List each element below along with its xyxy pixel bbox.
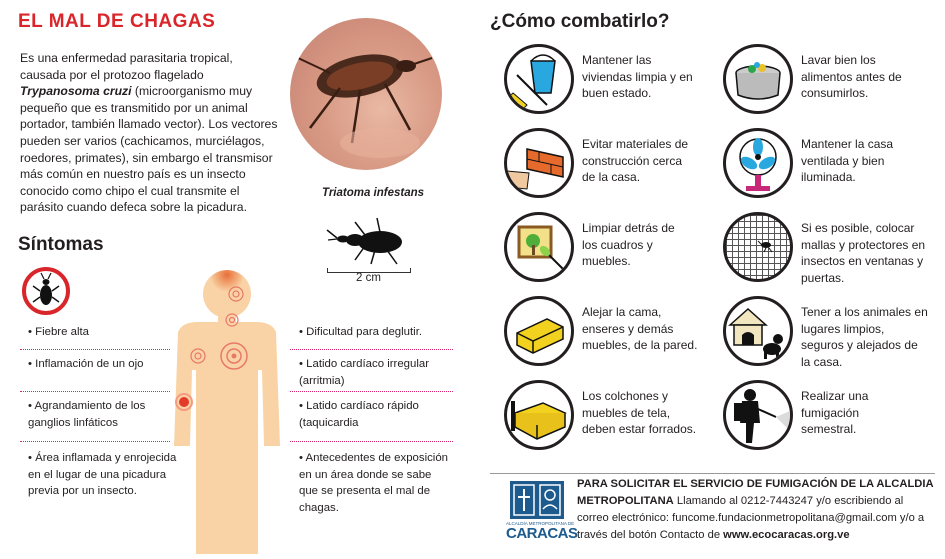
symptom-right-2: • Latido cardíaco irregular (arritmia) [299,358,429,387]
tip-icon-circle [723,296,793,366]
fumigator-icon [726,383,790,447]
fan-icon [726,131,790,195]
tip-text: Evitar materiales de construcción cerca de la casa. [582,137,689,185]
sofa-icon [507,299,571,363]
tip-text: Realizar una fumigación semestral. [801,389,869,437]
combat-heading: ¿Cómo combatirlo? [490,11,670,32]
mesh-icon [726,215,790,279]
insect-caption: Triatoma infestans [322,187,425,199]
divider [20,391,170,392]
tip-text: Si es posible, colocar mallas y protectores en insectos en ventanas y puertas. [801,221,926,285]
intro-text-1: Es una enfermedad parasitaria tropical, causada por el protozoo flagelado [20,51,233,82]
prohibited-bug-icon [21,266,71,316]
symptom-left-2: • Inflamación de un ojo [28,358,144,370]
logo-subtitle: ALCALDÍA METROPOLITANA DE [506,521,575,526]
scale-label: 2 cm [356,272,381,284]
bed-icon [507,383,571,447]
bowl-icon [726,47,790,111]
tip-icon-circle [504,128,574,198]
divider [20,349,170,350]
coat-of-arms-icon [510,481,564,519]
tip-text: Mantener las viviendas limpia y en buen estado. [582,53,693,101]
species-name: Trypanosoma cruzi [20,84,132,99]
picture-duster-icon [507,215,571,279]
tip-text: Mantener la casa ventilada y bien iluminada. [801,137,894,185]
tip-icon-circle [504,380,574,450]
symptoms-heading: Síntomas [18,234,104,255]
divider [290,349,453,350]
bug-silhouette-icon [325,210,415,270]
tip-text: Los colchones y muebles de tela, deben estar forrados. [582,389,697,437]
tip-icon-circle [504,212,574,282]
symptom-left-3: • Agrandamiento de los ganglios linfáticos [28,400,146,429]
footer-text [577,476,935,544]
divider [20,441,170,442]
tip-icon-circle [723,212,793,282]
bucket-broom-icon [507,47,571,111]
tip-icon-circle [723,380,793,450]
intro-text-2: (microorganismo muy pequeño que es transmitido por un animal portador, también llamado vector). Los vectores pueden ser varios (cachicamos, murciélagos, roedores, primates), sin embargo el transmisor más común en nuestro país es un insecto conocido como chipo el cual transmite el parásito cuando defeca sobre la picadura. [20,84,278,215]
logo-city: CARACAS [506,525,578,542]
intro-paragraph [20,50,282,216]
doghouse-icon [726,299,790,363]
footer-divider [490,473,935,474]
tip-icon-circle [504,296,574,366]
page-title: EL MAL DE CHAGAS [18,11,216,32]
tip-text: Limpiar detrás de los cuadros y muebles. [582,221,675,269]
human-figure [168,270,286,554]
tip-text: Alejar la cama, enseres y demás muebles, de la pared. [582,305,698,353]
kissing-bug-photo-icon [290,18,442,170]
tip-icon-circle [723,44,793,114]
tip-icon-circle [504,44,574,114]
symptom-right-4: • Antecedentes de exposición en un área donde se sabe que se presenta el mal de chagas. [299,452,449,514]
tip-text: Tener a los animales en lugares limpios, seguros y alejados de la casa. [801,305,928,369]
symptom-right-1: • Dificultad para deglutir. [299,326,423,338]
footer-bold-lead: PARA SOLICITAR EL SERVICIO DE FUMIGACIÓN DE LA ALCALDIA METROPOLITANA [577,478,934,507]
divider [290,391,453,392]
footer-body: Llamando al 0212-7443247 y/o escribiendo al correo electrónico: funcome.fundacionmetropolitana@gmail.com y/o a través del botón Contacto de [577,495,925,541]
symptom-right-3: • Latido cardíaco rápido (taquicardia [299,400,419,429]
body-silhouette-icon [168,270,286,554]
insect-silhouette [325,210,415,270]
website-link[interactable]: www.ecocaracas.org.ve [723,529,850,541]
symptom-left-4: • Área inflamada y enrojecida en el lugar de una picadura previa por un insecto. [28,452,177,497]
symptom-left-1: • Fiebre alta [28,326,89,338]
insect-photo [290,18,442,170]
tip-text: Lavar bien los alimentos antes de consumirlos. [801,53,902,101]
bricks-icon [507,131,571,195]
no-bug-sign [21,266,71,316]
tip-icon-circle [723,128,793,198]
caracas-logo [506,481,578,549]
divider [290,441,453,442]
